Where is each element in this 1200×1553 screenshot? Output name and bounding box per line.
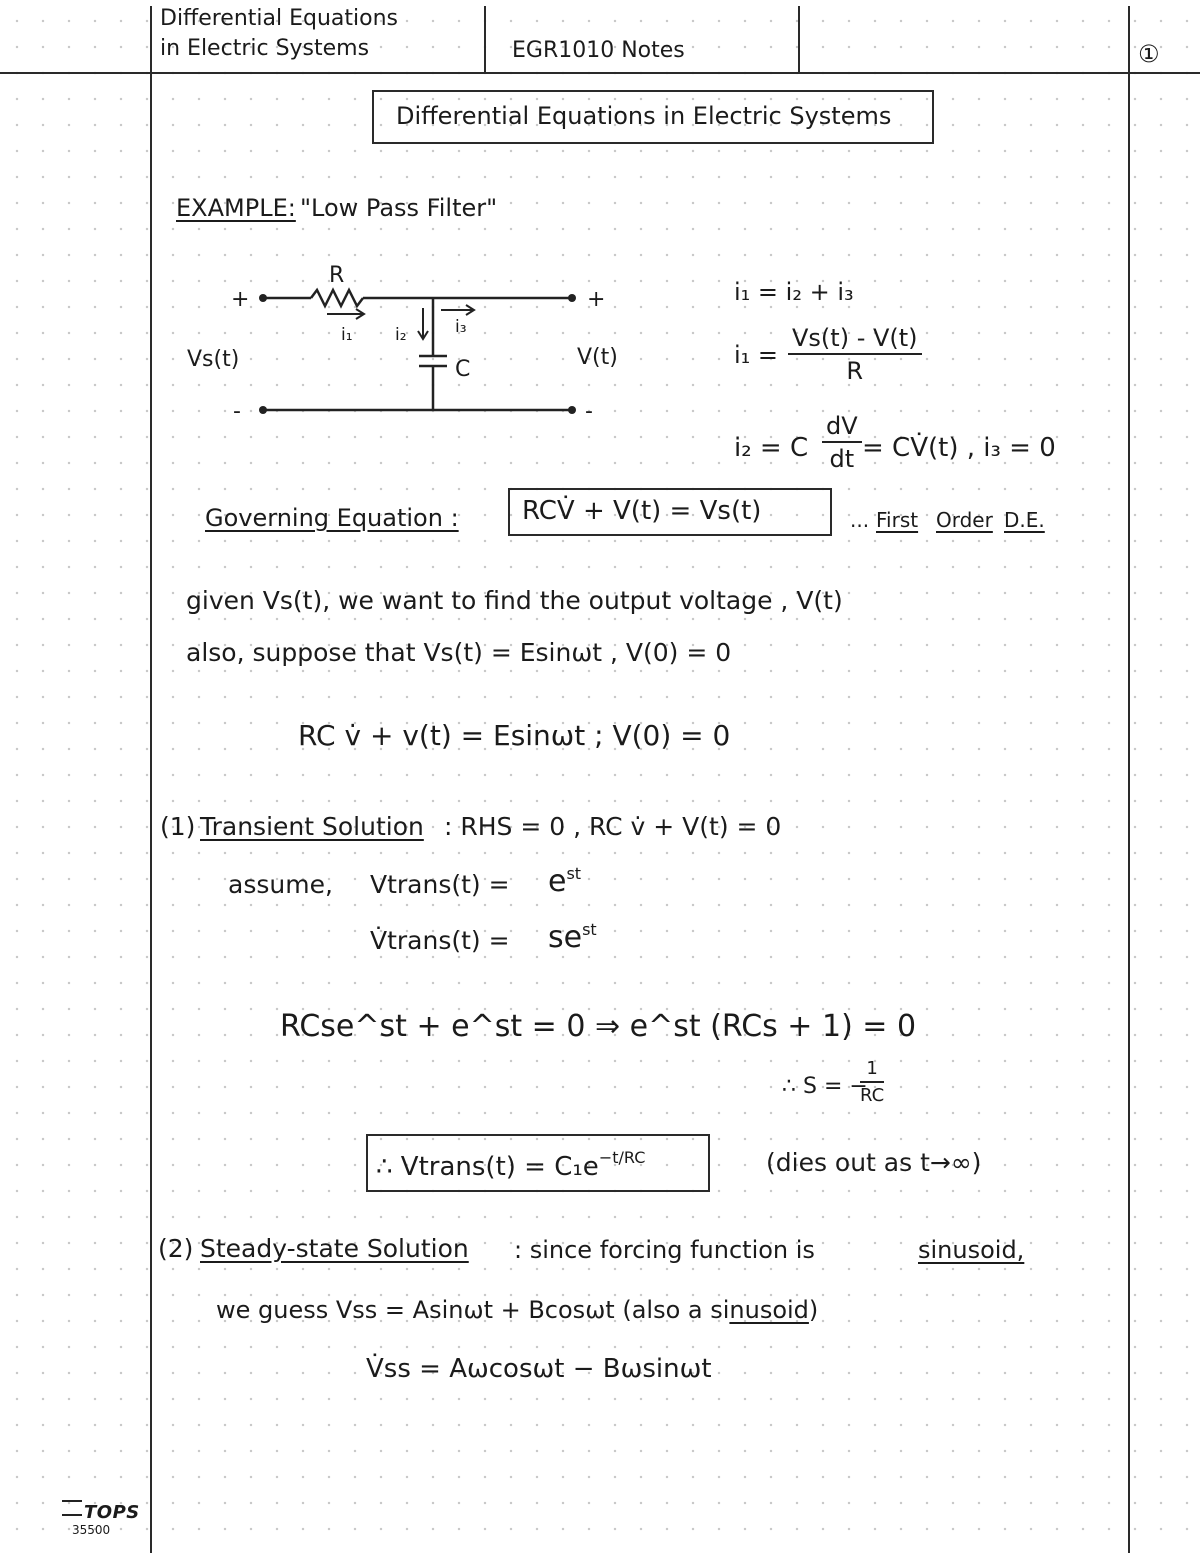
characteristic-equation: RCse^st + e^st = 0 ⇒ e^st (RCs + 1) = 0 (280, 1009, 917, 1044)
transient-assume: assume, (228, 870, 333, 899)
header-subject-line1: Differential Equations (160, 6, 399, 31)
steady-guess (216, 1298, 818, 1322)
current-i2-label: i₂ (395, 325, 407, 345)
root-numerator: 1 (860, 1060, 884, 1083)
vdot-rhs (548, 922, 597, 953)
dt-denominator: dt (829, 445, 855, 473)
root-fraction (860, 1060, 884, 1105)
logo-number: 35500 (72, 1523, 111, 1537)
minus-output-label: - (585, 399, 593, 424)
steady-derivative: V̇ss = Aωcosωt − Bωsinωt (366, 1354, 712, 1384)
governing-note-first: First (876, 508, 919, 532)
logo-stripes-icon (62, 1500, 82, 1516)
problem-line-1: given Vs(t), we want to find the output voltage , V(t) (186, 586, 843, 615)
resistor-symbol (311, 290, 363, 306)
governing-note-order: Order (936, 508, 993, 532)
transient-result-base: ∴ Vtrans(t) = C₁e (376, 1152, 599, 1182)
dv-numerator: dV (822, 414, 862, 443)
transient-result (376, 1150, 645, 1180)
transient-number: (1) (160, 812, 196, 841)
plus-input-label: + (231, 287, 250, 312)
i2-equation-lhs: i₂ = C (734, 433, 809, 463)
page-title: Differential Equations in Electric Systems (396, 102, 892, 130)
i1-equation-lhs: i₁ = (734, 341, 779, 369)
current-i1-label: i₁ (341, 325, 353, 345)
vdot-lhs: V̇trans(t) = (370, 926, 510, 955)
capacitor-label: C (455, 357, 471, 382)
header-subject-line2: in Electric Systems (160, 36, 370, 61)
governing-note-prefix: ... (850, 508, 870, 532)
current-i3-label: i₃ (455, 317, 467, 337)
dv-dt-fraction (822, 414, 862, 471)
governing-label: Governing Equation : (205, 504, 459, 532)
i1-denominator: R (846, 357, 864, 385)
governing-note-de: D.E. (1004, 508, 1045, 532)
kcl-equation: i₁ = i₂ + i₃ (734, 278, 854, 306)
steady-guess-suffix: ) (808, 1296, 819, 1324)
steady-guess-prefix: we guess Vss = Asinωt + Bcosωt (also a si (216, 1296, 730, 1324)
i2-equation-rhs: = CV̇(t) , i₃ = 0 (862, 433, 1056, 463)
input-terminal-bottom (259, 406, 267, 414)
input-terminal-top (259, 294, 267, 302)
rc-circuit-diagram (187, 252, 625, 432)
resistor-label: R (329, 263, 345, 288)
vtrans-base: e (548, 864, 567, 899)
steady-guess-underlined: nusoid (729, 1296, 809, 1324)
steady-reason: : since forcing function is (514, 1236, 815, 1264)
left-margin-line (150, 6, 152, 1553)
output-terminal-bottom (568, 406, 576, 414)
vtrans-exponent: st (566, 864, 582, 883)
i1-fraction (788, 326, 922, 383)
page-number: ① (1138, 40, 1160, 68)
output-terminal-top (568, 294, 576, 302)
right-margin-line (1128, 6, 1130, 1553)
header-cell-divider-1 (484, 6, 486, 72)
vtrans-rhs (548, 866, 581, 897)
header-cell-divider-2 (798, 6, 800, 72)
steady-reason-word: sinusoid, (918, 1236, 1025, 1264)
transient-note: (dies out as t→∞) (766, 1148, 982, 1177)
output-voltage-label: V(t) (577, 345, 618, 370)
vtrans-lhs: Vtrans(t) = (370, 870, 510, 899)
plus-output-label: + (587, 287, 606, 312)
steady-number: (2) (158, 1234, 194, 1263)
input-voltage-label: Vs(t) (187, 347, 240, 372)
steady-label: Steady-state Solution (200, 1234, 469, 1263)
transient-result-exponent: −t/RC (598, 1148, 646, 1167)
initial-value-problem: RC v̇ + v(t) = Esinωt ; V(0) = 0 (298, 719, 731, 752)
root-denominator: RC (860, 1085, 885, 1106)
example-label: EXAMPLE: (176, 194, 296, 222)
root-lhs: ∴ S = − (782, 1074, 868, 1099)
transient-label: Transient Solution (200, 812, 424, 841)
vdot-base: se (548, 920, 583, 955)
minus-input-label: - (233, 399, 241, 424)
problem-line-2: also, suppose that Vs(t) = Esinωt , V(0) = 0 (186, 638, 732, 667)
header-course: EGR1010 Notes (512, 38, 685, 63)
i1-numerator: Vs(t) - V(t) (788, 326, 922, 355)
example-name: "Low Pass Filter" (300, 194, 498, 222)
transient-condition: : RHS = 0 , RC v̇ + V(t) = 0 (444, 812, 782, 841)
tops-logo (62, 1500, 140, 1522)
header-divider (0, 72, 1200, 74)
vdot-exponent: st (582, 920, 597, 939)
governing-equation: RCV̇ + V(t) = Vs(t) (522, 496, 762, 526)
logo-brand: TOPS (84, 1502, 140, 1523)
